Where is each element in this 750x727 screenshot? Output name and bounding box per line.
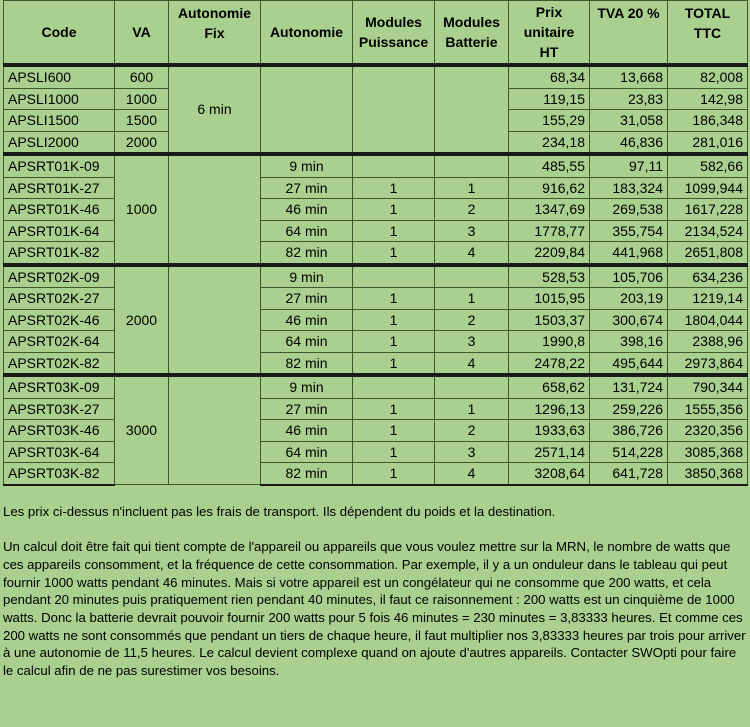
header-modules-puissance: Modules Puissance [353,1,435,66]
cell-total: 1617,228 [668,199,748,221]
cell-total: 2973,864 [668,352,748,375]
cell-tva: 105,706 [590,265,668,288]
cell-va: 1500 [115,110,169,132]
cell-modules-puissance: 1 [353,177,435,199]
cell-modules-batterie: 1 [435,398,509,420]
cell-total: 2134,524 [668,220,748,242]
cell-code: APSRT01K-46 [4,199,115,221]
cell-tva: 495,644 [590,352,668,375]
cell-code: APSRT03K-46 [4,420,115,442]
cell-prix: 528,53 [509,265,590,288]
cell-autonomie-fix: 6 min [169,65,261,154]
notes [3,503,747,680]
cell-prix: 1990,8 [509,331,590,353]
cell-tva: 269,538 [590,199,668,221]
cell-modules-batterie: 2 [435,309,509,331]
cell-modules-puissance: 1 [353,199,435,221]
table-row [4,265,748,288]
header-code: Code [4,1,115,66]
cell-prix: 68,34 [509,65,590,88]
cell-modules-batterie [435,65,509,154]
cell-code: APSRT02K-82 [4,352,115,375]
cell-total: 1099,944 [668,177,748,199]
cell-tva: 131,724 [590,375,668,398]
cell-prix: 119,15 [509,88,590,110]
cell-autonomie: 9 min [261,375,353,398]
cell-prix: 2478,22 [509,352,590,375]
cell-code: APSLI1500 [4,110,115,132]
cell-total: 142,98 [668,88,748,110]
cell-va: 1000 [115,88,169,110]
cell-code: APSRT02K-64 [4,331,115,353]
cell-autonomie: 46 min [261,309,353,331]
cell-total: 1804,044 [668,309,748,331]
cell-prix: 1778,77 [509,220,590,242]
cell-va: 2000 [115,131,169,154]
cell-prix: 1296,13 [509,398,590,420]
cell-modules-puissance [353,65,435,154]
cell-modules-batterie: 3 [435,220,509,242]
cell-total: 1219,14 [668,288,748,310]
cell-modules-batterie: 4 [435,463,509,485]
cell-modules-batterie: 2 [435,199,509,221]
cell-autonomie-fix [169,265,261,376]
cell-prix: 155,29 [509,110,590,132]
calculation-note: Un calcul doit être fait qui tient compte de l'appareil ou appareils que vous voulez mettre sur la MRN, le nombre de watts que ces appareils consomment, et la fréquence de cette consommation. Par exemple, il y a un onduleur dans le tableau qui peut fournir 1000 watts pendant 46 minutes. Mais si votre appareil est un congélateur qui ne consomme que 200 watts, et cela pendant 20 minutes puis pratiquement rien pendant 40 minutes, il faut ce raisonnement : 200 watts est un cinquième de 1000 watts. Donc la batterie devrait pouvoir fournir 200 watts pour 5 fois 46 minutes = 230 minutes = 3,83333 heures. Et comme ces 200 watts ne sont consommés que pendant un tiers de chaque heure, il faut multiplier nos 3,83333 heures par trois pour arriver à une autonomie de 11,5 heures. Le calcul devient complexe quand on ajoute d'autres appareils. Contacter SWOpti pour faire le calcul afin de ne pas surestimer vos besoins. [3,539,746,679]
cell-autonomie: 46 min [261,420,353,442]
group-apsrt02k [4,265,748,376]
cell-total: 281,016 [668,131,748,154]
cell-modules-batterie [435,265,509,288]
cell-code: APSLI2000 [4,131,115,154]
price-table [3,0,748,486]
cell-total: 82,008 [668,65,748,88]
group-apsrt03k [4,375,748,485]
cell-modules-batterie: 1 [435,288,509,310]
cell-total: 3850,368 [668,463,748,485]
cell-autonomie: 27 min [261,177,353,199]
cell-prix: 1933,63 [509,420,590,442]
header-autonomie: Autonomie [261,1,353,66]
cell-autonomie: 9 min [261,154,353,177]
cell-prix: 485,55 [509,154,590,177]
transport-note: Les prix ci-dessus n'incluent pas les frais de transport. Ils dépendent du poids et la destination. [3,503,556,519]
cell-total: 2651,808 [668,242,748,265]
cell-modules-puissance: 1 [353,463,435,485]
cell-code: APSRT01K-27 [4,177,115,199]
cell-autonomie: 64 min [261,441,353,463]
cell-prix: 1015,95 [509,288,590,310]
cell-code: APSRT01K-64 [4,220,115,242]
cell-code: APSRT02K-46 [4,309,115,331]
table-row [4,375,748,398]
cell-total: 634,236 [668,265,748,288]
cell-autonomie: 82 min [261,242,353,265]
cell-code: APSRT01K-82 [4,242,115,265]
cell-tva: 514,228 [590,441,668,463]
cell-total: 790,344 [668,375,748,398]
cell-autonomie: 82 min [261,352,353,375]
cell-code: APSRT03K-27 [4,398,115,420]
cell-modules-puissance: 1 [353,398,435,420]
header-total: TOTAL TTC [668,1,748,66]
cell-modules-batterie [435,154,509,177]
cell-total: 582,66 [668,154,748,177]
cell-tva: 183,324 [590,177,668,199]
cell-autonomie: 27 min [261,288,353,310]
cell-tva: 398,16 [590,331,668,353]
cell-total: 3085,368 [668,441,748,463]
cell-modules-puissance: 1 [353,331,435,353]
cell-autonomie: 82 min [261,463,353,485]
cell-prix: 1347,69 [509,199,590,221]
cell-va: 2000 [115,265,169,376]
cell-autonomie: 27 min [261,398,353,420]
cell-tva: 259,226 [590,398,668,420]
cell-va: 1000 [115,154,169,265]
header-prix-ht: Prix unitaire HT [509,1,590,66]
cell-tva: 300,674 [590,309,668,331]
header-autonomie-fix: Autonomie Fix [169,1,261,66]
group-apsli [4,65,748,154]
cell-tva: 31,058 [590,110,668,132]
cell-autonomie-fix [169,154,261,265]
cell-va: 3000 [115,375,169,485]
cell-tva: 203,19 [590,288,668,310]
cell-modules-puissance [353,265,435,288]
group-apsrt01k [4,154,748,265]
cell-modules-puissance [353,375,435,398]
cell-prix: 2571,14 [509,441,590,463]
cell-tva: 386,726 [590,420,668,442]
cell-modules-puissance [353,154,435,177]
cell-tva: 355,754 [590,220,668,242]
cell-modules-puissance: 1 [353,420,435,442]
cell-autonomie [261,65,353,154]
cell-modules-batterie: 1 [435,177,509,199]
cell-modules-batterie: 3 [435,331,509,353]
header-row [4,1,748,66]
cell-tva: 13,668 [590,65,668,88]
cell-autonomie-fix [169,375,261,485]
cell-code: APSRT01K-09 [4,154,115,177]
cell-modules-puissance: 1 [353,220,435,242]
cell-tva: 97,11 [590,154,668,177]
cell-prix: 3208,64 [509,463,590,485]
cell-modules-puissance: 1 [353,242,435,265]
cell-code: APSLI1000 [4,88,115,110]
cell-prix: 658,62 [509,375,590,398]
cell-total: 2388,96 [668,331,748,353]
cell-modules-puissance: 1 [353,352,435,375]
cell-prix: 916,62 [509,177,590,199]
cell-modules-puissance: 1 [353,288,435,310]
cell-autonomie: 64 min [261,220,353,242]
cell-modules-batterie: 3 [435,441,509,463]
cell-modules-batterie: 4 [435,352,509,375]
cell-code: APSRT03K-64 [4,441,115,463]
cell-modules-puissance: 1 [353,309,435,331]
cell-modules-batterie [435,375,509,398]
cell-tva: 23,83 [590,88,668,110]
header-tva: TVA 20 % [590,1,668,66]
cell-code: APSRT02K-09 [4,265,115,288]
cell-autonomie: 46 min [261,199,353,221]
header-va: VA [115,1,169,66]
table-row [4,65,748,88]
cell-total: 186,348 [668,110,748,132]
cell-total: 1555,356 [668,398,748,420]
cell-total: 2320,356 [668,420,748,442]
cell-tva: 46,836 [590,131,668,154]
cell-tva: 441,968 [590,242,668,265]
cell-autonomie: 9 min [261,265,353,288]
cell-code: APSRT03K-09 [4,375,115,398]
cell-va: 600 [115,65,169,88]
cell-prix: 2209,84 [509,242,590,265]
cell-code: APSLI600 [4,65,115,88]
cell-modules-puissance: 1 [353,441,435,463]
cell-code: APSRT03K-82 [4,463,115,485]
cell-modules-batterie: 2 [435,420,509,442]
cell-code: APSRT02K-27 [4,288,115,310]
cell-tva: 641,728 [590,463,668,485]
cell-modules-batterie: 4 [435,242,509,265]
cell-prix: 1503,37 [509,309,590,331]
cell-autonomie: 64 min [261,331,353,353]
cell-prix: 234,18 [509,131,590,154]
header-modules-batterie: Modules Batterie [435,1,509,66]
table-row [4,154,748,177]
